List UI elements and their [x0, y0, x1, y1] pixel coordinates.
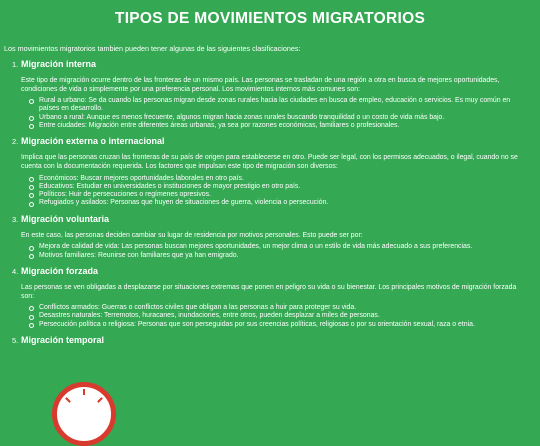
- list-item: Rural a urbano: Se da cuando las personas migran desde zonas rurales hacia las ciudades en busca de empleo, educación o servicios. Es muy común en países en desarrollo.: [29, 97, 520, 114]
- section-number: 5.: [12, 336, 19, 346]
- section-item: [12, 266, 540, 329]
- section-item: [12, 136, 540, 207]
- section-heading: [12, 335, 540, 348]
- list-item: Motivos familiares: Reunirse con familiares que ya han emigrado.: [29, 252, 520, 260]
- clock-tick: [83, 389, 85, 395]
- section-title: Migración voluntaria: [21, 213, 110, 224]
- section-item: [12, 214, 540, 260]
- list-item: Persecución política o religiosa: Personas que son perseguidas por sus creencias políticas, religiosas o por su orientación sexual, raza o etnia.: [29, 321, 520, 329]
- section-title: Migración forzada: [21, 265, 99, 276]
- section-heading: [12, 214, 540, 227]
- section-title: Migración temporal: [21, 335, 105, 346]
- section-heading: [12, 59, 540, 72]
- section-description: En este caso, las personas deciden cambiar su lugar de residencia por motivos personales. Esto puede ser por:: [21, 231, 363, 239]
- list-item: Entre ciudades: Migración entre diferentes áreas urbanas, ya sea por razones económicas, familiares o profesionales.: [29, 122, 520, 130]
- section-bullets: [12, 175, 540, 208]
- page-title: TIPOS DE MOVIMIENTOS MIGRATORIOS: [114, 10, 426, 27]
- clock-tick: [65, 397, 71, 403]
- section-title: Migración externa o internacional: [21, 136, 165, 147]
- list-item: Educativos: Estudiar en universidades o instituciones de mayor prestigio en otro país.: [29, 183, 520, 191]
- section-item: [12, 335, 540, 348]
- section-bullets: [12, 304, 540, 329]
- clock-tick: [97, 397, 103, 403]
- section-heading: [12, 266, 540, 279]
- section-number: 4.: [12, 266, 19, 276]
- section-bullets: [12, 243, 540, 260]
- list-item: Mejora de calidad de vida: Las personas buscan mejores oportunidades, un mejor clima o un estilo de vida más adecuado a sus preferencias.: [29, 243, 520, 251]
- list-item: Políticos: Huir de persecuciones o regímenes opresivos.: [29, 191, 520, 199]
- section-description: Las personas se ven obligadas a desplazarse por situaciones extremas que ponen en peligro su vida o su bienestar. Los principales motivos de migración forzada son:: [21, 283, 517, 300]
- list-item: Económicos: Buscar mejores oportunidades laborales en otro país.: [29, 175, 520, 183]
- list-item: Conflictos armados: Guerras o conflictos civiles que obligan a las personas a huir para proteger su vida.: [29, 304, 520, 312]
- section-heading: [12, 136, 540, 149]
- sections-list: [0, 59, 540, 348]
- section-number: 3.: [12, 214, 19, 224]
- section-number: 2.: [12, 137, 19, 147]
- section-item: [12, 59, 540, 130]
- list-item: Desastres naturales: Terremotos, huracanes, inundaciones, entre otros, pueden desplazar a miles de personas.: [29, 312, 520, 320]
- list-item: Urbano a rural: Aunque es menos frecuente, algunos migran hacia zonas rurales buscando tranquilidad o un costo de vida más bajo.: [29, 114, 520, 122]
- clock-icon: [52, 382, 116, 446]
- section-description: Este tipo de migración ocurre dentro de las fronteras de un mismo país. Las personas se trasladan de una región a otra en busca de mejores oportunidades, condiciones de vida o simplemente por una preferencia personal. Los movimientos internos más comunes son:: [21, 77, 500, 93]
- intro-text: Los movimientos migratorios tambien pueden tener algunas de las siguientes clasificaciones:: [4, 44, 301, 53]
- section-title: Migración interna: [21, 59, 97, 69]
- section-number: 1.: [12, 60, 19, 69]
- section-bullets: [12, 97, 540, 130]
- section-description: Implica que las personas cruzan las fronteras de su país de origen para establecerse en otro. Puede ser legal, con los permisos adecuados, o ilegal, cuando no se cuenta con la documentación requerida. Los factores que impulsan este tipo de migración son diversos:: [21, 154, 518, 170]
- list-item: Refugiados y asilados: Personas que huyen de situaciones de guerra, violencia o persecución.: [29, 199, 520, 207]
